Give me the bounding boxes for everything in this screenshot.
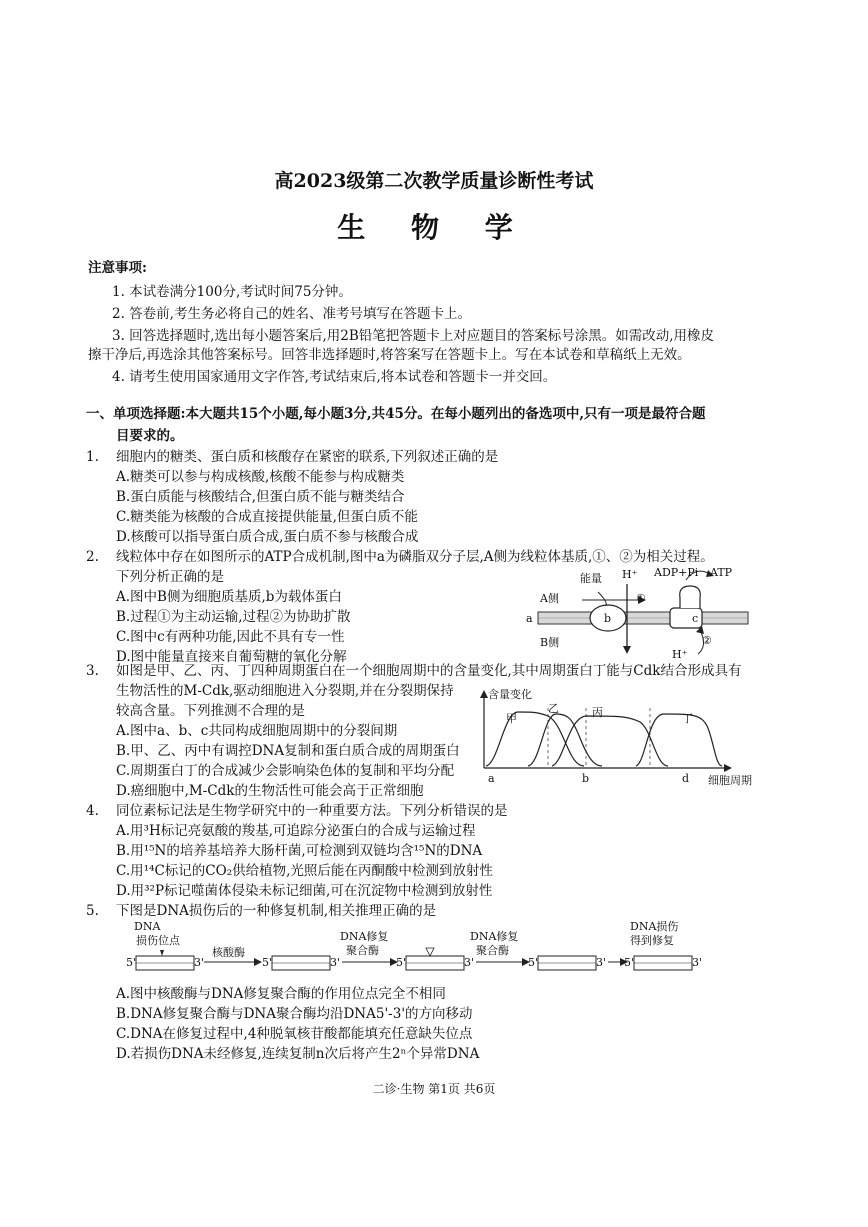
damage-label-2: 损伤位点 — [136, 934, 180, 947]
adp-label: ADP+Pi — [654, 566, 699, 579]
q3-option-d: D.癌细胞中,M-Cdk的生物活性可能会高于正常细胞 — [116, 783, 424, 799]
q2-stem-cont: 下列分析正确的是 — [116, 569, 224, 585]
q5-stem: 下图是DNA损伤后的一种修复机制,相关推理正确的是 — [116, 903, 437, 919]
note-item: 4. 请考生使用国家通用文字作答,考试结束后,将本试卷和答题卡一并交回。 — [112, 369, 557, 385]
q5-option-a: A.图中核酸酶与DNA修复聚合酶的作用位点完全不相同 — [116, 986, 446, 1002]
side-a-label: A侧 — [540, 592, 559, 605]
q3-stem-cont2: 较高含量。下列推测不合理的是 — [116, 703, 305, 719]
note-item: 擦干净后,再选涂其他答案标号。回答非选择题时,将答案写在答题卡上。写在本试卷和草稿纸上无效。 — [88, 347, 691, 363]
curve-ding — [636, 714, 722, 766]
q2-option-a: A.图中B侧为细胞质基质,b为载体蛋白 — [116, 589, 342, 605]
repair-polymerase-label-1: DNA修复 — [340, 930, 389, 943]
protein-c-label: c — [692, 612, 699, 625]
tick-a: a — [488, 772, 495, 785]
curve-yi — [528, 714, 602, 766]
note-item: 1. 本试卷满分100分,考试时间75分钟。 — [112, 284, 352, 300]
protein-b-label: b — [604, 612, 612, 625]
q1-number: 1. — [86, 449, 99, 465]
q4-stem: 同位素标记法是生物学研究中的一种重要方法。下列分析错误的是 — [116, 803, 508, 819]
q2-number: 2. — [86, 549, 99, 565]
chart-xlabel: 细胞周期 — [708, 774, 752, 787]
q5-option-b: B.DNA修复聚合酶与DNA聚合酶均沿DNA5'-3'的方向移动 — [116, 1006, 473, 1022]
h-bottom-label: H⁺ — [672, 648, 688, 661]
membrane-label: a — [526, 612, 533, 625]
three-prime: 3' — [194, 956, 205, 969]
three-prime: 3' — [330, 956, 341, 969]
repair-polymerase-label-2: 聚合酶 — [476, 944, 509, 957]
curve-bing — [552, 716, 668, 766]
section-heading: 一、单项选择题:本大题共15个小题,每小题3分,共45分。在每小题列出的备选项中,只有一项是最符合题 — [86, 406, 706, 422]
five-prime: 5' — [396, 956, 407, 969]
side-b-label: B侧 — [540, 636, 560, 649]
q2-option-b: B.过程①为主动运输,过程②为协助扩散 — [116, 609, 351, 625]
h-top-label: H⁺ — [622, 568, 638, 581]
energy-label: 能量 — [580, 572, 602, 585]
q2-option-c: C.图中c有两种功能,因此不具有专一性 — [116, 629, 345, 645]
q5-option-c: C.DNA在修复过程中,4种脱氧核苷酸都能填充任意缺失位点 — [116, 1026, 473, 1042]
dna-repair-diagram — [120, 920, 710, 978]
q2-stem: 线粒体中存在如图所示的ATP合成机制,图中a为磷脂双分子层,A侧为线粒体基质,①、②为相关过程。 — [116, 549, 714, 565]
subject-title: 生 物 学 — [337, 211, 531, 244]
q5-option-d: D.若损伤DNA未经修复,连续复制n次后将产生2ⁿ个异常DNA — [116, 1046, 480, 1062]
repaired-label-1: DNA损伤 — [630, 920, 679, 933]
q3-number: 3. — [86, 663, 99, 679]
atp-label: ATP — [710, 566, 733, 579]
q4-option-a: A.用³H标记亮氨酸的羧基,可追踪分泌蛋白的合成与运输过程 — [116, 823, 476, 839]
three-prime: 3' — [596, 956, 607, 969]
section-heading-cont: 目要求的。 — [116, 428, 184, 444]
cyclin-chart — [468, 688, 768, 788]
q3-option-a: A.图中a、b、c共同构成细胞周期中的分裂间期 — [116, 723, 398, 739]
note-item: 2. 答卷前,考生务必将自己的姓名、准考号填写在答题卡上。 — [112, 306, 471, 322]
series-label-ding: 丁 — [682, 712, 693, 725]
tick-d: d — [682, 772, 690, 785]
q1-stem: 细胞内的糖类、蛋白质和核酸存在紧密的联系,下列叙述正确的是 — [116, 449, 499, 465]
page-footer: 二诊·生物 第1页 共6页 — [372, 1082, 496, 1096]
repair-polymerase-label-2: 聚合酶 — [346, 944, 379, 957]
notes-heading: 注意事项: — [88, 260, 147, 276]
process-1-label: ① — [636, 592, 646, 605]
q4-option-d: D.用³²P标记噬菌体侵染未标记细菌,可在沉淀物中检测到放射性 — [116, 883, 493, 899]
exam-title: 高2023级第二次教学质量诊断性考试 — [274, 170, 594, 192]
five-prime: 5' — [528, 956, 539, 969]
tick-b: b — [582, 772, 590, 785]
q2-option-d: D.图中能量直接来自葡萄糖的氧化分解 — [116, 649, 347, 665]
repaired-label-2: 得到修复 — [630, 934, 674, 947]
five-prime: 5' — [126, 956, 137, 969]
chart-ylabel: 含量变化 — [488, 688, 532, 701]
three-prime: 3' — [692, 956, 703, 969]
series-label-yi: 乙 — [548, 702, 559, 715]
process-2-label: ② — [702, 634, 712, 647]
series-label-bing: 丙 — [592, 706, 603, 719]
damage-label-1: DNA — [134, 920, 161, 933]
q1-option-a: A.糖类可以参与构成核酸,核酸不能参与构成糖类 — [116, 469, 405, 485]
q3-option-b: B.甲、乙、丙中有调控DNA复制和蛋白质合成的周期蛋白 — [116, 743, 460, 759]
repair-polymerase-label-1: DNA修复 — [470, 930, 519, 943]
nuclease-label: 核酸酶 — [212, 946, 245, 959]
five-prime: 5' — [262, 956, 273, 969]
five-prime: 5' — [624, 956, 635, 969]
q4-option-c: C.用¹⁴C标记的CO₂供给植物,光照后能在丙酮酸中检测到放射性 — [116, 863, 493, 879]
q3-stem: 如图是甲、乙、丙、丁四种周期蛋白在一个细胞周期中的含量变化,其中周期蛋白丁能与Cdk结合形成具有 — [116, 663, 742, 679]
q1-option-b: B.蛋白质能与核酸结合,但蛋白质不能与糖类结合 — [116, 489, 405, 505]
atp-synthesis-diagram — [520, 562, 760, 662]
q1-option-d: D.核酸可以指导蛋白质合成,蛋白质不参与核酸合成 — [116, 529, 419, 545]
q3-stem-cont: 生物活性的M-Cdk,驱动细胞进入分裂期,并在分裂期保持 — [116, 683, 454, 699]
q1-option-c: C.糖类能为核酸的合成直接提供能量,但蛋白质不能 — [116, 509, 418, 525]
series-label-jia: 甲 — [506, 712, 517, 725]
q3-option-c: C.周期蛋白丁的合成减少会影响染色体的复制和平均分配 — [116, 763, 455, 779]
q4-option-b: B.用¹⁵N的培养基培养大肠杆菌,可检测到双链均含¹⁵N的DNA — [116, 843, 483, 859]
q5-number: 5. — [86, 903, 99, 919]
q4-number: 4. — [86, 803, 99, 819]
three-prime: 3' — [464, 956, 475, 969]
note-item: 3. 回答选择题时,选出每小题答案后,用2B铅笔把答题卡上对应题目的答案标号涂黑。如需改动,用橡皮 — [112, 328, 715, 344]
